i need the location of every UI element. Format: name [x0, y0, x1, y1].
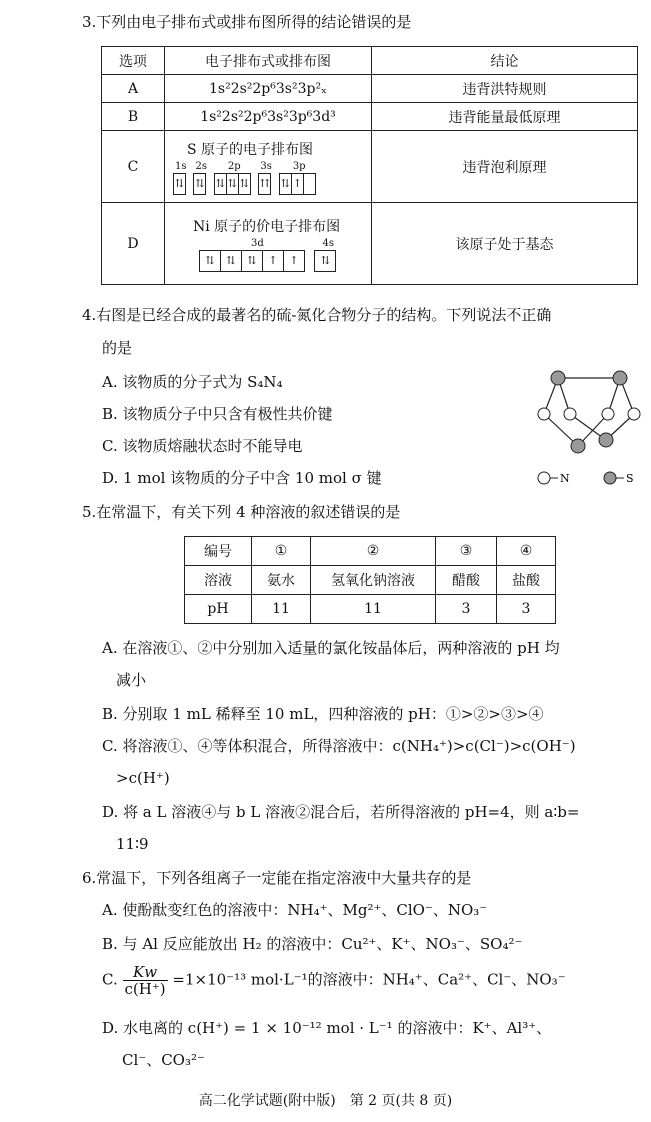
s-orbital-title: S 原子的电子排布图 — [187, 141, 314, 158]
q3-header-conclusion: 结论 — [372, 47, 638, 75]
q4-option-a: A. 该物质的分子式为 S₄N₄ — [102, 373, 283, 391]
orbital-4s: 4s ⇅ — [314, 250, 335, 272]
nitrogen-atom — [564, 408, 576, 420]
q5-stem: 5.在常温下，有关下列 4 种溶液的叙述错误的是 — [82, 503, 401, 521]
q3-row-d-option: D — [102, 203, 165, 285]
orbital-label: 1s — [175, 160, 187, 172]
orbital-label: 3d — [251, 237, 264, 249]
q5-cell: 11 — [311, 595, 436, 624]
q5-option-d-line1: D. 将 a L 溶液④与 b L 溶液②混合后，若所得溶液的 pH=4，则 a∶b= — [102, 803, 580, 821]
q3-stem: 3.下列由电子排布式或排布图所得的结论错误的是 — [82, 13, 412, 31]
nitrogen-atom — [602, 408, 614, 420]
orbital-2s: 2s ⇅ — [193, 173, 205, 195]
q5-cell: 氢氧化钠溶液 — [311, 566, 436, 595]
kw-fraction — [123, 964, 168, 997]
q5-cell: ③ — [436, 537, 497, 566]
orbital-label: 4s — [322, 237, 334, 249]
q3-row-d-config — [165, 203, 372, 285]
table-row — [185, 595, 556, 624]
q5-cell: ② — [311, 537, 436, 566]
q3-table — [101, 46, 638, 285]
q3-row-b-config: 1s²2s²2p⁶3s²3p⁶3d³ — [165, 103, 372, 131]
page-footer: 高二化学试题(附中版) 第 2 页(共 8 页) — [198, 1093, 453, 1109]
q5-cell: pH — [185, 595, 252, 624]
q4-option-b: B. 该物质分子中只含有极性共价键 — [102, 405, 333, 423]
q6-option-c — [102, 964, 642, 997]
orbital-label: 3p — [292, 160, 306, 172]
table-row — [102, 75, 638, 103]
orbital-1s: 1s ⇅ — [173, 173, 185, 195]
q5-cell: 3 — [436, 595, 497, 624]
q5-cell: 编号 — [185, 537, 252, 566]
q5-option-c-line2: >c(H⁺) — [116, 769, 170, 787]
table-row — [185, 537, 556, 566]
q5-cell: ④ — [497, 537, 556, 566]
table-row — [102, 103, 638, 131]
q6-option-d-line1: D. 水电离的 c(H⁺) = 1 × 10⁻¹² mol · L⁻¹ 的溶液中：K⁺、Al³⁺、 — [102, 1019, 552, 1037]
q3-row-a-option: A — [102, 75, 165, 103]
q6-option-b: B. 与 Al 反应能放出 H₂ 的溶液中：Cu²⁺、K⁺、NO₃⁻、SO₄²⁻ — [102, 935, 523, 953]
q5-option-b: B. 分别取 1 mL 稀释至 10 mL，四种溶液的 pH：①>②>③>④ — [102, 705, 544, 723]
q5-cell: 盐酸 — [497, 566, 556, 595]
sulfur-atom — [613, 371, 627, 385]
table-row — [102, 203, 638, 285]
q6-stem: 6.常温下，下列各组离子一定能在指定溶液中大量共存的是 — [82, 869, 472, 887]
nitrogen-atom — [538, 408, 550, 420]
orbital-2p: 2p ⇅ ⇅ ⇅ — [214, 173, 250, 195]
q5-cell: ① — [252, 537, 311, 566]
q3-row-b-option: B — [102, 103, 165, 131]
orbital-3p: 3p ⇅ ↑ — [279, 173, 315, 195]
q3-row-c-config — [165, 131, 372, 203]
q5-cell: 醋酸 — [436, 566, 497, 595]
q5-table — [184, 536, 556, 624]
q3-header-config: 电子排布式或排布图 — [165, 47, 372, 75]
q3-row-a-conclusion: 违背洪特规则 — [372, 75, 638, 103]
q4-stem-line1: 4.右图是已经合成的最著名的硫-氮化合物分子的结构。下列说法不正确 — [82, 306, 552, 324]
orbital-3d: 3d ⇅ ⇅ ⇅ ↑ ↑ — [199, 250, 304, 272]
q5-cell: 氨水 — [252, 566, 311, 595]
fraction-numerator: Kw — [123, 964, 168, 981]
q6-option-c-label: C. — [102, 970, 118, 989]
fraction-denominator: c(H⁺) — [124, 980, 166, 998]
orbital-label: 3s — [260, 160, 272, 172]
sulfur-atom — [599, 433, 613, 447]
sulfur-atom — [551, 371, 565, 385]
legend-n-marker — [538, 472, 550, 484]
q4-stem-line2: 的是 — [102, 339, 133, 357]
q6-option-a: A. 使酚酞变红色的溶液中：NH₄⁺、Mg²⁺、ClO⁻、NO₃⁻ — [102, 901, 488, 919]
q3-header-option: 选项 — [102, 47, 165, 75]
q6-option-d-line2: Cl⁻、CO₃²⁻ — [122, 1051, 205, 1069]
sulfur-atom — [571, 439, 585, 453]
q3-row-b-conclusion: 违背能量最低原理 — [372, 103, 638, 131]
orbital-label: 2p — [227, 160, 241, 172]
q4-option-d: D. 1 mol 该物质的分子中含 10 mol σ 键 — [102, 469, 382, 487]
q5-cell: 11 — [252, 595, 311, 624]
orbital-3s: 3s ⇈ — [258, 173, 270, 195]
legend-s-marker — [604, 472, 616, 484]
table-row — [102, 131, 638, 203]
table-row — [185, 566, 556, 595]
q5-option-a-line2: 减小 — [116, 671, 147, 689]
q5-cell: 溶液 — [185, 566, 252, 595]
q5-option-a-line1: A. 在溶液①、②中分别加入适量的氯化铵晶体后，两种溶液的 pH 均 — [102, 639, 560, 657]
q5-option-c-line1: C. 将溶液①、④等体积混合，所得溶液中：c(NH₄⁺)>c(Cl⁻)>c(OH⁻) — [102, 737, 576, 755]
q3-row-c-option: C — [102, 131, 165, 203]
legend-n-label: N — [560, 472, 570, 485]
q5-option-d-line2: 11∶9 — [116, 835, 149, 853]
q6-option-c-text: =1×10⁻¹³ mol·L⁻¹的溶液中：NH₄⁺、Ca²⁺、Cl⁻、NO₃⁻ — [172, 970, 566, 989]
legend-s-label: S — [626, 472, 634, 485]
s4n4-structure-diagram — [530, 362, 645, 490]
q3-row-d-conclusion: 该原子处于基态 — [372, 203, 638, 285]
ni-orbital-title: Ni 原子的价电子排布图 — [193, 218, 341, 235]
nitrogen-atom — [628, 408, 640, 420]
q3-row-a-config: 1s²2s²2p⁶3s²3p²ₓ — [165, 75, 372, 103]
q4-option-c: C. 该物质熔融状态时不能导电 — [102, 437, 303, 455]
q5-cell: 3 — [497, 595, 556, 624]
orbital-label: 2s — [195, 160, 207, 172]
q3-row-c-conclusion: 违背泡利原理 — [372, 131, 638, 203]
